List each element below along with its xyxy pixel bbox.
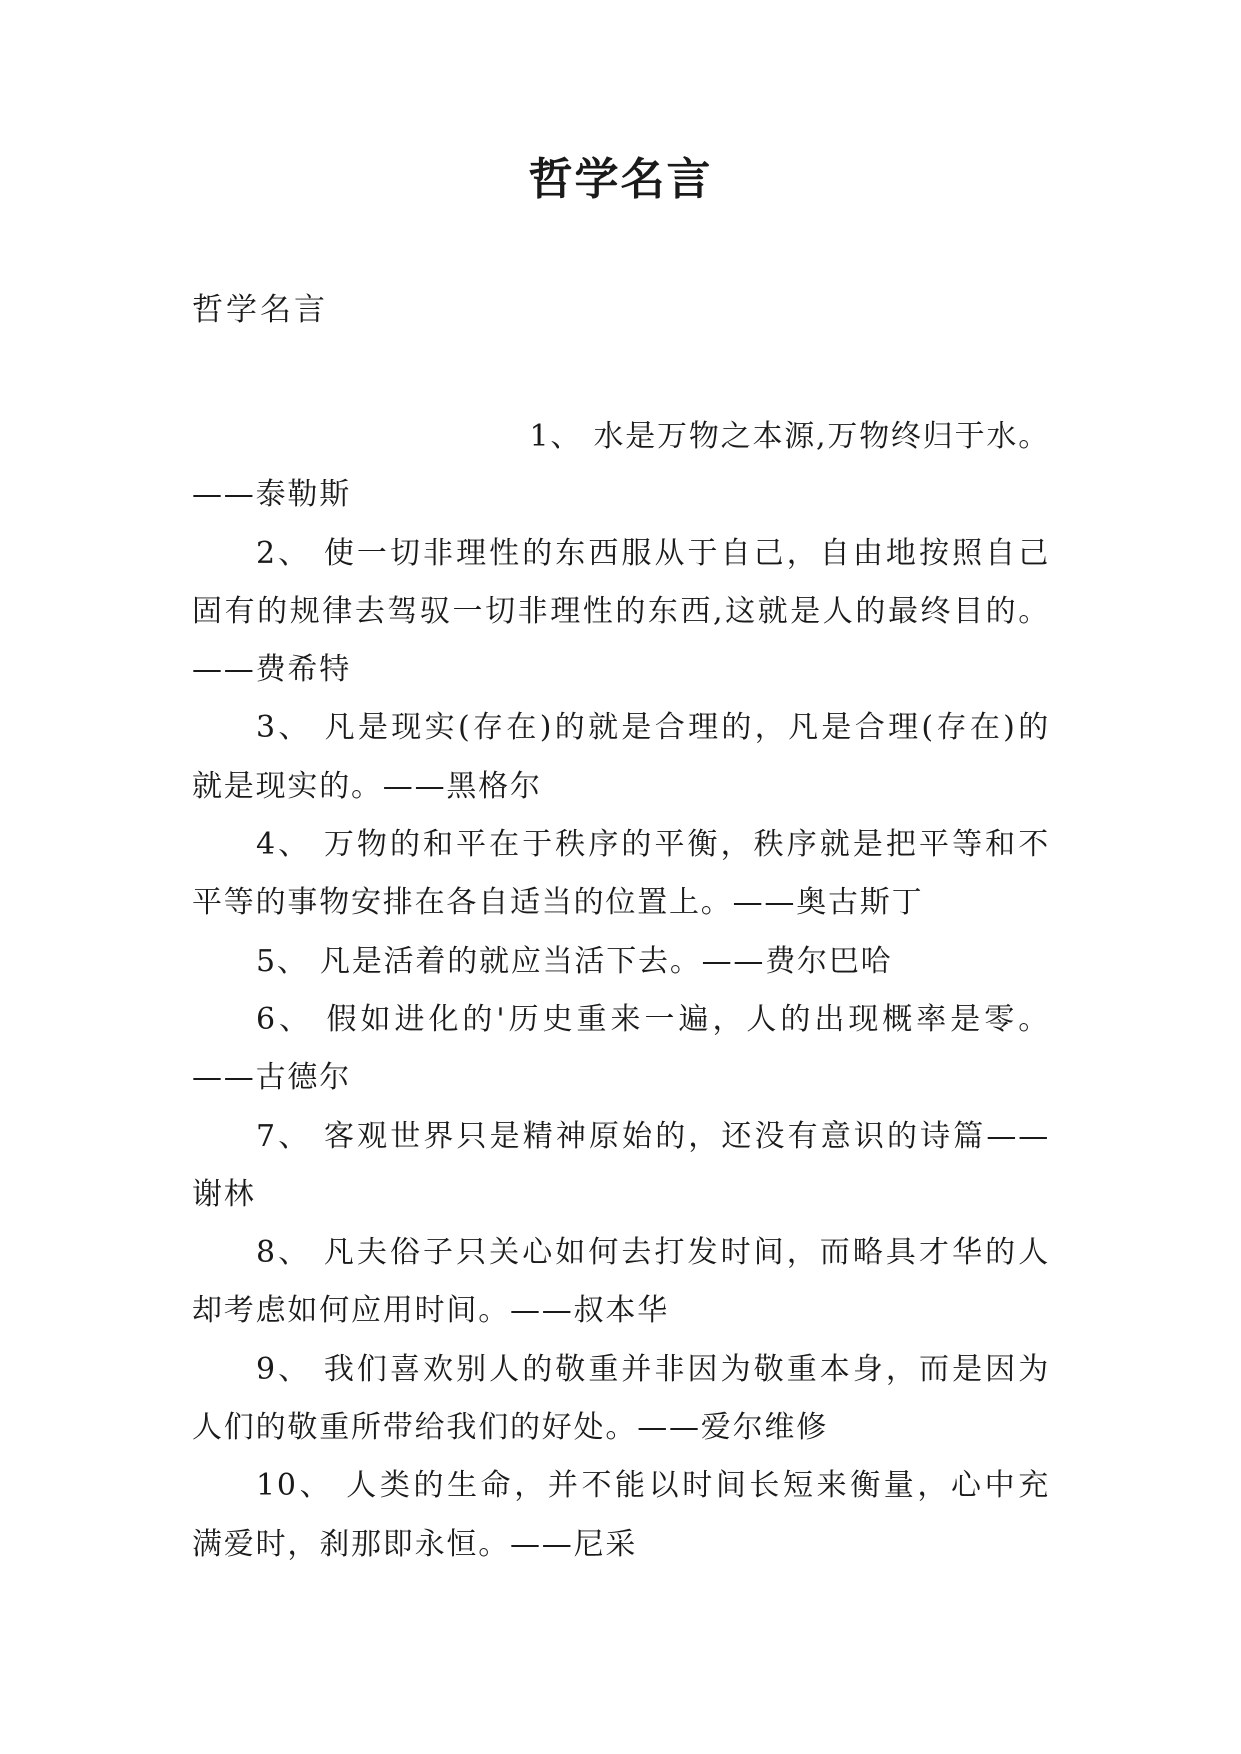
quote-line: 人们的敬重所带给我们的好处。——爱尔维修 xyxy=(192,1410,828,1446)
quote-line: 4、 万物的和平在于秩序的平衡，秩序就是把平等和不 xyxy=(256,827,1050,863)
quote-line: ——泰勒斯 xyxy=(192,477,351,513)
document-subtitle: 哲学名言 xyxy=(192,292,328,328)
quote-line: 却考虑如何应用时间。——叔本华 xyxy=(192,1293,669,1329)
quote-line: 1、 水是万物之本源,万物终归于水。 xyxy=(529,419,1050,454)
quote-line: 7、 客观世界只是精神原始的，还没有意识的诗篇—— xyxy=(256,1118,1050,1154)
quote-line: 平等的事物安排在各自适当的位置上。——奥古斯丁 xyxy=(192,885,924,921)
quote-line: 满爱时，刹那即永恒。——尼采 xyxy=(192,1526,638,1562)
quote-line: 9、 我们喜欢别人的敬重并非因为敬重本身，而是因为 xyxy=(256,1351,1050,1387)
quote-line: 8、 凡夫俗子只关心如何去打发时间，而略具才华的人 xyxy=(256,1235,1050,1271)
quote-list xyxy=(192,408,1050,1574)
quote-line: 3、 凡是现实(存在)的就是合理的，凡是合理(存在)的 xyxy=(256,710,1050,746)
quote-line: ——古德尔 xyxy=(192,1060,351,1096)
quote-line: 固有的规律去驾驭一切非理性的东西,这就是人的最终目的。 xyxy=(192,593,1050,629)
quote-line: 谢林 xyxy=(192,1176,256,1212)
quote-line: 5、 凡是活着的就应当活下去。——费尔巴哈 xyxy=(256,943,893,979)
quote-line: ——费希特 xyxy=(192,652,351,688)
quote-line: 6、 假如进化的'历史重来一遍，人的出现概率是零。 xyxy=(256,1001,1050,1037)
quote-line: 就是现实的。——黑格尔 xyxy=(192,768,542,804)
quote-line: 2、 使一切非理性的东西服从于自己，自由地按照自己 xyxy=(256,535,1050,571)
quote-line: 10、 人类的生命，并不能以时间长短来衡量，心中充 xyxy=(256,1468,1050,1504)
page-title: 哲学名言 xyxy=(528,154,713,205)
